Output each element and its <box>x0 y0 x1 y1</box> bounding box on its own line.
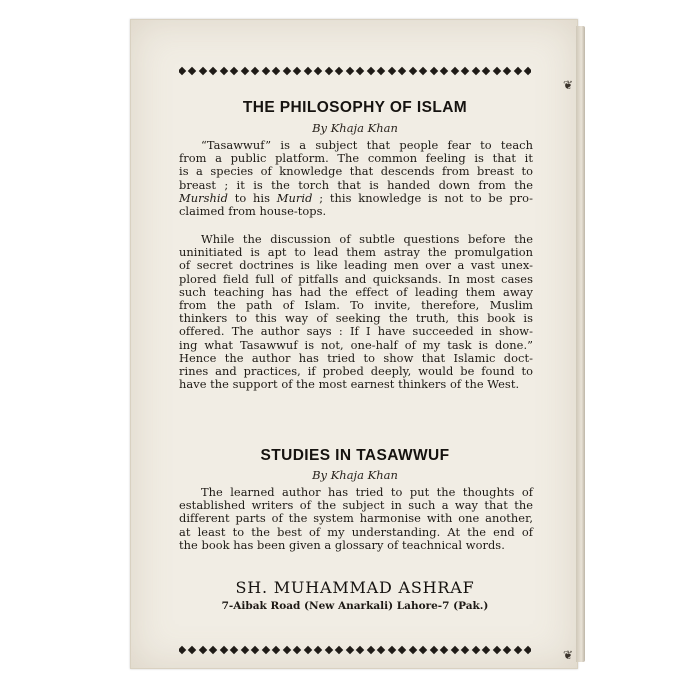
ornament-diamond <box>220 67 228 75</box>
text-line: rines and practices, if probed deeply, would be found to <box>179 364 533 379</box>
ornament-diamond <box>220 646 228 654</box>
ornament-diamond <box>419 67 427 75</box>
ornament-diamond <box>482 67 490 75</box>
ornament-diamond <box>503 67 511 75</box>
text-line: established writers of the subject in such a way that the <box>179 498 533 513</box>
fleuron-icon: ❦ <box>562 648 573 662</box>
ornament-diamond <box>513 67 521 75</box>
ornament-diamond <box>440 67 448 75</box>
publisher-name: SH. MUHAMMAD ASHRAF <box>235 578 475 597</box>
ornament-diamond <box>356 67 364 75</box>
ornament-diamond <box>179 646 186 654</box>
ornament-diamond <box>366 646 374 654</box>
ornament-diamond <box>325 67 333 75</box>
ornament-diamond <box>346 646 354 654</box>
ornament-diamond <box>230 646 238 654</box>
ornament-diamond <box>461 67 469 75</box>
ornament-diamond <box>387 646 395 654</box>
ornament-diamond <box>471 67 479 75</box>
ornament-diamond <box>524 646 531 654</box>
ornament-diamond <box>230 67 238 75</box>
bottom-ornament-border <box>179 644 531 656</box>
text-line: “Tasawwuf” is a subject that people fear to teach <box>201 138 533 152</box>
ornament-diamond <box>251 646 259 654</box>
text-line: have the support of the most earnest thinkers of the West. <box>179 377 520 392</box>
byline-philosophy: By Khaja Khan <box>312 121 398 135</box>
ornament-diamond <box>188 67 196 75</box>
text-line: at least to the best of my understanding. At the end of <box>179 524 533 539</box>
byline-studies: By Khaja Khan <box>312 468 398 482</box>
ornament-diamond <box>513 646 521 654</box>
ornament-diamond <box>293 67 301 75</box>
ornament-diamond <box>503 646 511 654</box>
top-ornament-border <box>179 65 531 77</box>
description-paragraph-3 <box>179 486 533 552</box>
ornament-diamond <box>429 67 437 75</box>
ornament-diamond <box>492 67 500 75</box>
text-line: the book has been given a glossary of teachnical words. <box>179 537 505 552</box>
text-line: Murshid to his Murid ; this knowledge is not to be pro- <box>179 190 533 205</box>
ornament-diamond <box>471 646 479 654</box>
ornament-diamond <box>283 646 291 654</box>
book-back-cover <box>130 19 578 669</box>
ornament-diamond <box>304 646 312 654</box>
ornament-diamond <box>492 646 500 654</box>
text-line: from a public platform. The common feeling is that it <box>179 151 533 166</box>
ornament-diamond <box>440 646 448 654</box>
ornament-diamond <box>346 67 354 75</box>
ornament-diamond <box>387 67 395 75</box>
text-line: uninitiated is apt to lead them astray the promulgation <box>179 245 533 260</box>
text-line: claimed from house-tops. <box>179 204 327 219</box>
ornament-diamond <box>262 67 270 75</box>
text-line: such teaching has had the effect of leading them away <box>179 284 533 299</box>
ornament-diamond <box>524 67 531 75</box>
ornament-diamond <box>377 646 385 654</box>
ornament-diamond <box>398 67 406 75</box>
publisher-address: 7-Aibak Road (New Anarkali) Lahore-7 (Pak.) <box>221 600 489 612</box>
ornament-diamond <box>209 646 217 654</box>
ornament-diamond <box>304 67 312 75</box>
text-line: offered. The author says : If I have succeeded in show- <box>179 324 533 339</box>
ornament-diamond <box>356 646 364 654</box>
ornament-diamond <box>199 67 207 75</box>
ornament-diamond <box>429 646 437 654</box>
text-line: Hence the author has tried to show that Islamic doct- <box>179 350 533 365</box>
ornament-diamond <box>366 67 374 75</box>
ornament-diamond <box>241 67 249 75</box>
ornament-diamond <box>419 646 427 654</box>
text-line: While the discussion of subtle questions before the <box>201 232 533 246</box>
text-line: is a species of knowledge that descends from breast to <box>179 164 533 179</box>
text-line: of secret doctrines is like leading men over a vast unex- <box>179 258 533 273</box>
text-line: from the path of Islam. To invite, therefore, Muslim <box>179 298 533 313</box>
ornament-diamond <box>398 646 406 654</box>
text-line: breast ; it is the torch that is handed down from the <box>179 177 533 192</box>
ornament-diamond <box>272 646 280 654</box>
ornament-diamond <box>377 67 385 75</box>
ornament-diamond <box>262 646 270 654</box>
ornament-diamond <box>335 67 343 75</box>
ornament-diamond <box>188 646 196 654</box>
description-paragraph-2 <box>179 233 533 391</box>
fleuron-icon: ❦ <box>562 78 573 92</box>
text-line: ing what Tasawwuf is not, one-half of my task is done.” <box>179 337 533 352</box>
ornament-diamond <box>408 646 416 654</box>
ornament-diamond <box>283 67 291 75</box>
ornament-diamond <box>408 67 416 75</box>
ornament-diamond <box>450 67 458 75</box>
ornament-diamond <box>272 67 280 75</box>
ornament-diamond <box>251 67 259 75</box>
text-line: thinkers to this way of seeking the truth, this book is <box>179 311 533 326</box>
text-line: different parts of the system harmonise with one another, <box>179 511 533 526</box>
ornament-diamond <box>482 646 490 654</box>
ornament-diamond <box>325 646 333 654</box>
ornament-diamond <box>179 67 186 75</box>
text-line: The learned author has tried to put the thoughts of <box>201 485 533 499</box>
ornament-diamond <box>241 646 249 654</box>
ornament-diamond <box>293 646 301 654</box>
ornament-diamond <box>335 646 343 654</box>
ornament-diamond <box>461 646 469 654</box>
ornament-diamond <box>209 67 217 75</box>
text-line: plored field full of pitfalls and quicksands. In most cases <box>179 271 533 286</box>
ornament-diamond <box>450 646 458 654</box>
ornament-diamond <box>314 646 322 654</box>
section-title-philosophy: THE PHILOSOPHY OF ISLAM <box>242 99 468 116</box>
section-title-studies: STUDIES IN TASAWWUF <box>260 447 450 464</box>
ornament-diamond <box>199 646 207 654</box>
description-paragraph-1 <box>179 139 533 218</box>
ornament-diamond <box>314 67 322 75</box>
